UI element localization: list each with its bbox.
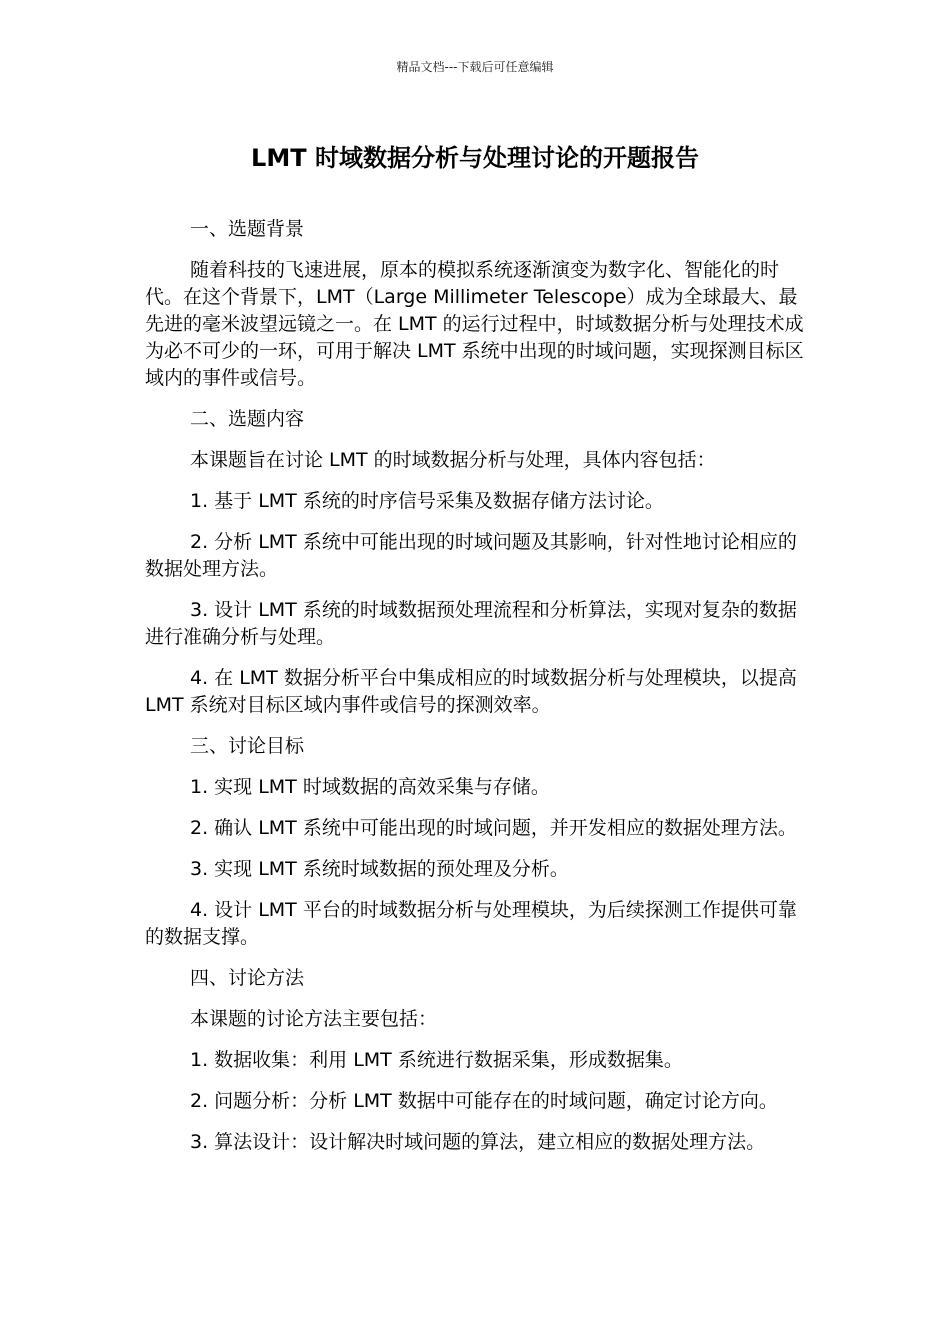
list-item-method-2: 2. 问题分析：分析 LMT 数据中可能存在的时域问题，确定讨论方向。 [190, 1090, 778, 1112]
paragraph-background: 随着科技的飞速进展，原本的模拟系统逐渐演变为数字化、智能化的时代。在这个背景下，LMT（Large Millimeter Telescope）成为全球最大、最先进的毫米波望远镜之一。在 LMT 的运行过程中，时域数据分析与处理技术成为必不可少的一环，可用于解决 LMT 系统中出现的时域问题，实现探测目标区域内的事件或信号。 [145, 259, 804, 389]
list-item-content-3: 3. 设计 LMT 系统的时域数据预处理流程和分析算法，实现对复杂的数据进行准确分析与处理。 [145, 599, 797, 648]
section-heading-goals: 三、讨论目标 [190, 735, 305, 757]
section-heading-content: 二、选题内容 [190, 408, 305, 430]
document-title: LMT 时域数据分析与处理讨论的开题报告 [251, 144, 699, 172]
list-item-goal-4: 4. 设计 LMT 平台的时域数据分析与处理模块，为后续探测工作提供可靠的数据支撑。 [145, 899, 797, 948]
section-heading-methods: 四、讨论方法 [190, 967, 305, 989]
paragraph-content-intro: 本课题旨在讨论 LMT 的时域数据分析与处理，具体内容包括： [190, 449, 716, 471]
paragraph-methods-intro: 本课题的讨论方法主要包括： [190, 1008, 438, 1030]
list-item-method-1: 1. 数据收集：利用 LMT 系统进行数据采集，形成数据集。 [190, 1049, 683, 1071]
list-item-method-3: 3. 算法设计：设计解决时域问题的算法，建立相应的数据处理方法。 [190, 1131, 766, 1153]
list-item-goal-3: 3. 实现 LMT 系统时域数据的预处理及分析。 [190, 858, 569, 880]
list-item-content-4: 4. 在 LMT 数据分析平台中集成相应的时域数据分析与处理模块，以提高 LMT 系统对目标区域内事件或信号的探测效率。 [145, 667, 797, 716]
list-item-content-1: 1. 基于 LMT 系统的时序信号采集及数据存储方法讨论。 [190, 490, 664, 512]
document-body [145, 216, 810, 1170]
header-note: 精品文档---下载后可任意编辑 [396, 60, 554, 74]
list-item-goal-2: 2. 确认 LMT 系统中可能出现的时域问题，并开发相应的数据处理方法。 [190, 817, 797, 839]
list-item-content-2: 2. 分析 LMT 系统中可能出现的时域问题及其影响，针对性地讨论相应的数据处理方法。 [145, 531, 797, 580]
list-item-goal-1: 1. 实现 LMT 时域数据的高效采集与存储。 [190, 776, 550, 798]
section-heading-background: 一、选题背景 [190, 218, 305, 240]
